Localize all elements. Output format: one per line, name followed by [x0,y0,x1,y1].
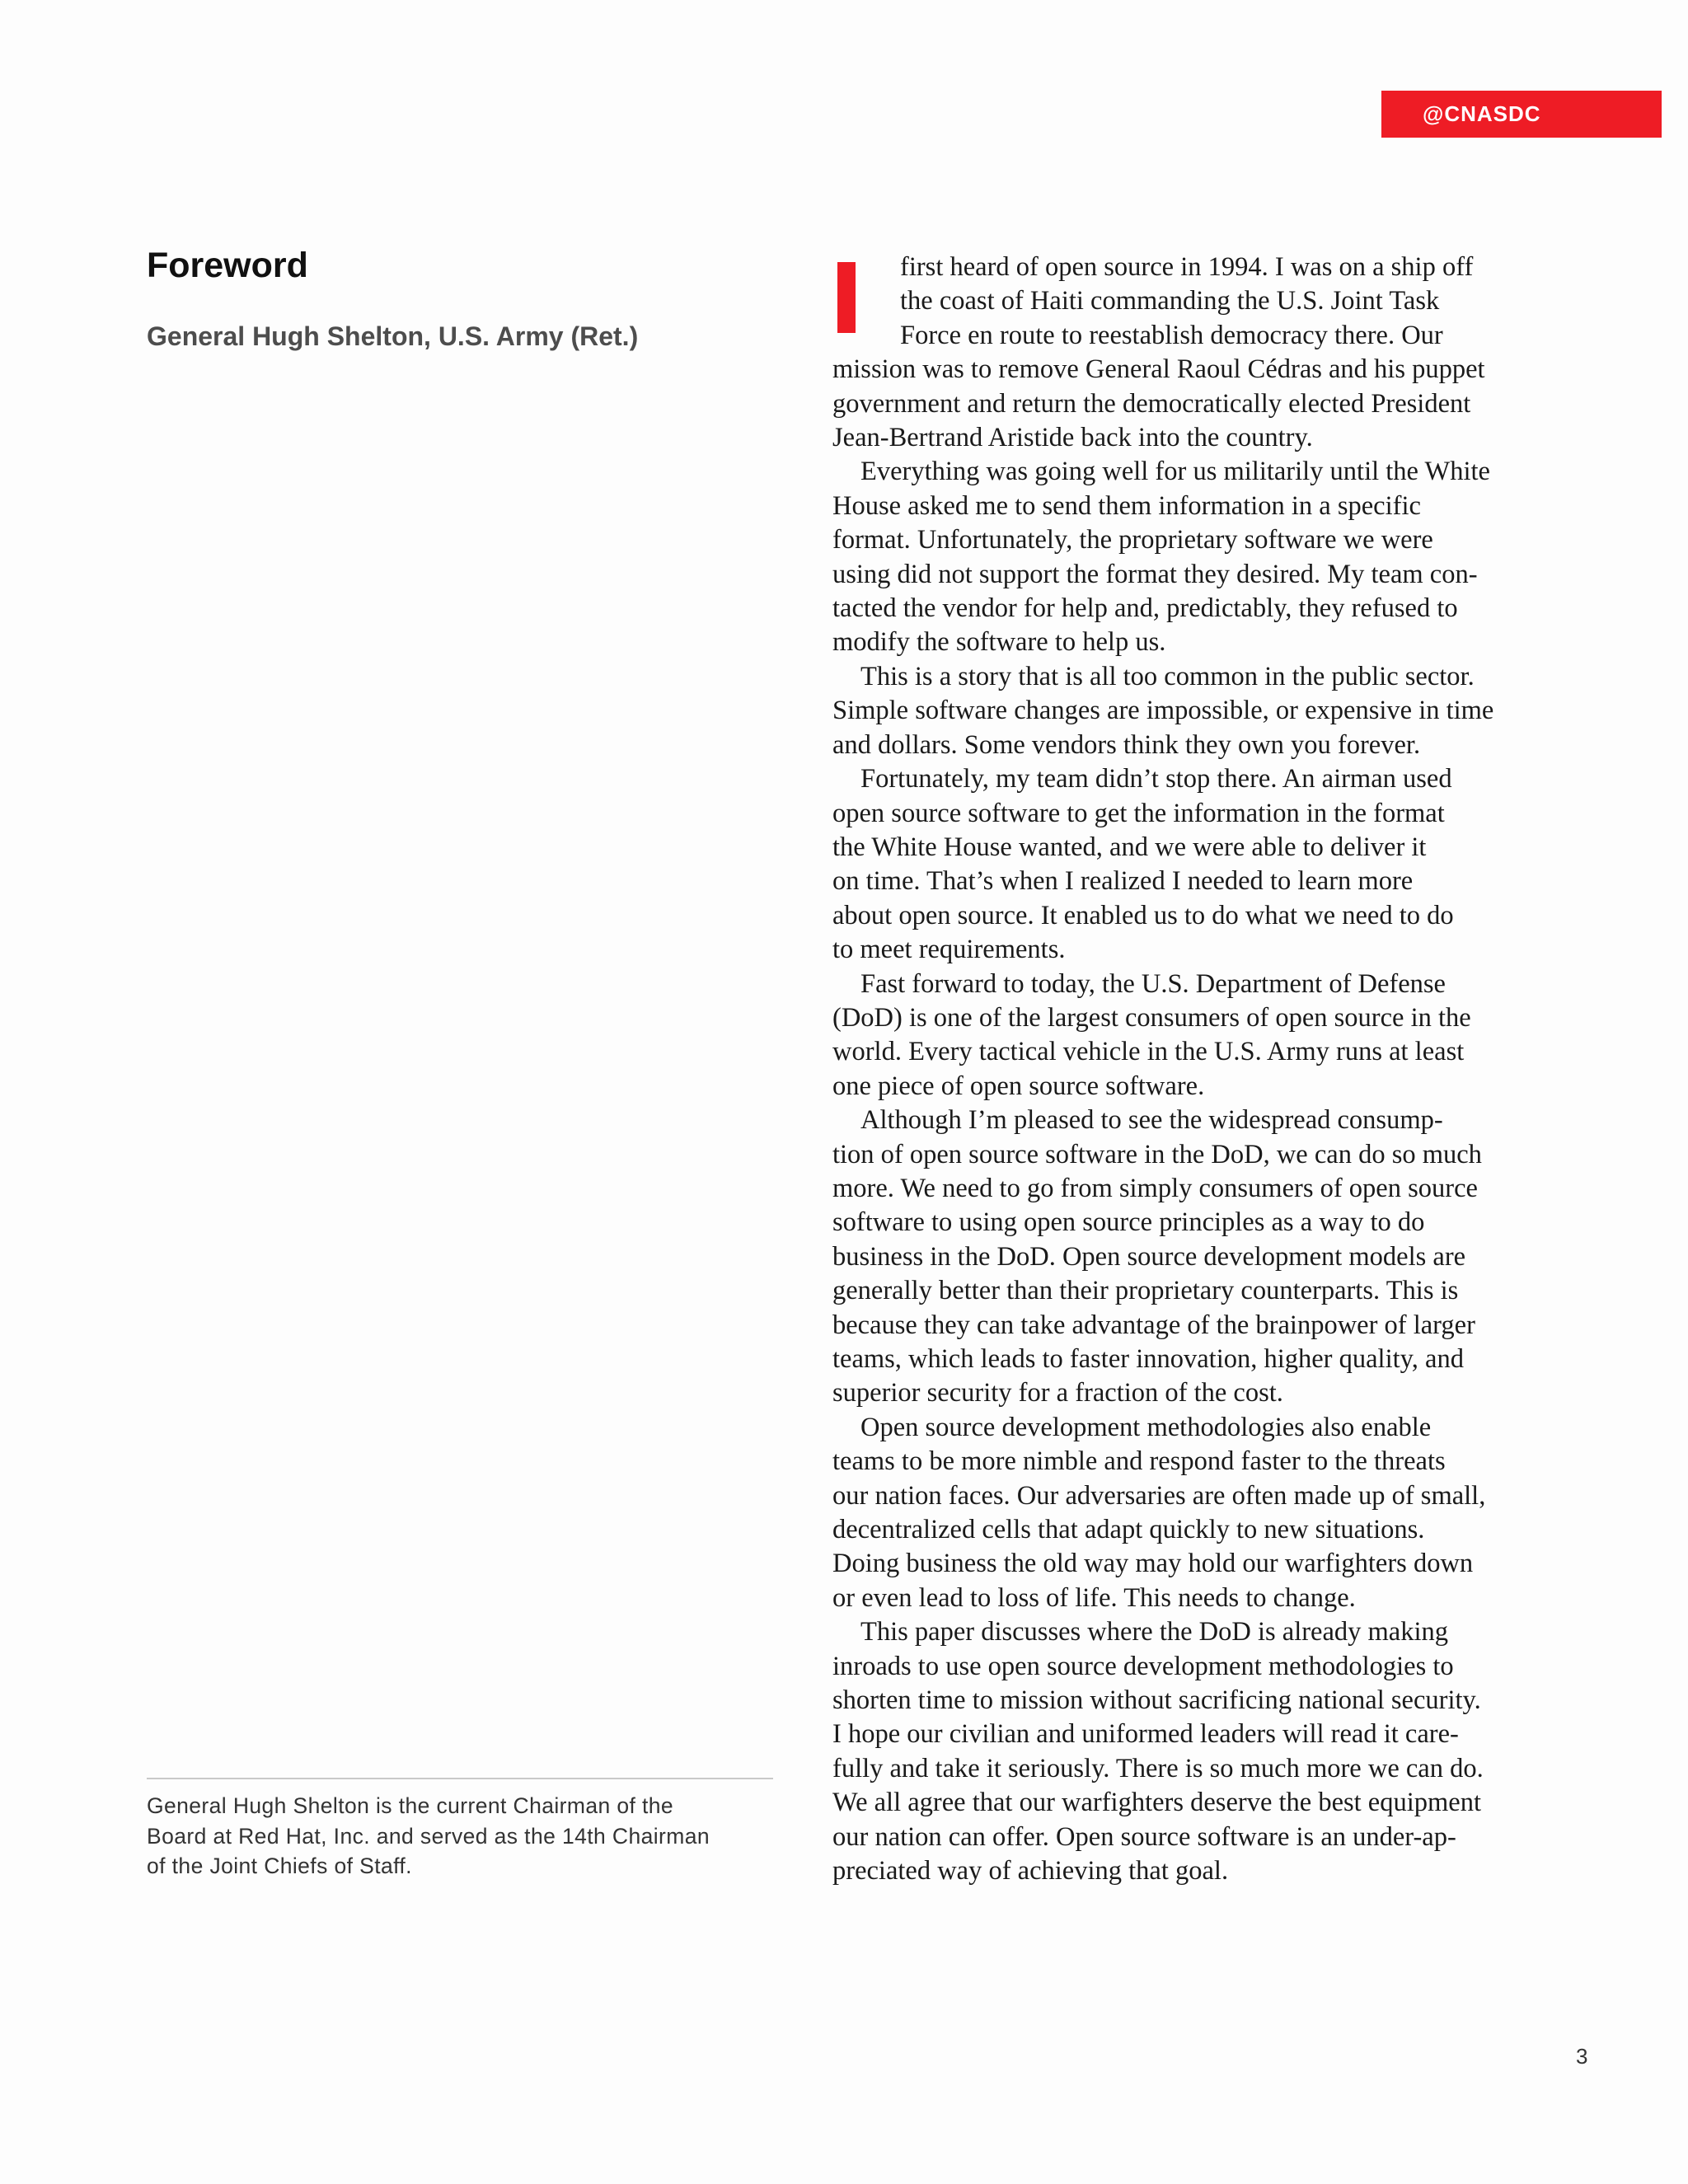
body-line: Simple software changes are impossible, or expensive in time [832,696,1494,726]
body-line: the coast of Haiti commanding the U.S. Joint Task [900,286,1440,316]
body-line: about open source. It enabled us to do what we need to do [832,900,1454,930]
body-line: Everything was going well for us militarily until the White [860,457,1490,487]
body-line: software to using open source principles as a way to do [832,1207,1425,1238]
body-line: one piece of open source software. [832,1071,1205,1101]
sidebar-divider [147,1778,773,1779]
author-line: General Hugh Shelton, U.S. Army (Ret.) [147,321,639,351]
page-number: 3 [1576,2044,1588,2069]
body-line: inroads to use open source development methodologies to [832,1651,1454,1681]
body-line: preciated way of achieving that goal. [832,1856,1229,1886]
body-line: Although I’m pleased to see the widespread consump- [860,1105,1443,1136]
bio-line: Board at Red Hat, Inc. and served as the 14th Chairman [147,1823,710,1849]
body-line: our nation can offer. Open source software is an under-ap- [832,1821,1456,1852]
body-line: tacted the vendor for help and, predictably, they refused to [832,593,1458,624]
body-line: Open source development methodologies also enable [860,1412,1432,1442]
body-line: on time. That’s when I realized I needed to learn more [832,866,1414,897]
article-body [832,251,1541,1889]
body-line: Fortunately, my team didn’t stop there. An airman used [860,764,1452,794]
body-line: (DoD) is one of the largest consumers of open source in the [832,1002,1471,1033]
body-line: generally better than their proprietary counterparts. This is [832,1276,1459,1306]
body-line: to meet requirements. [832,935,1066,965]
body-line: Jean-Bertrand Aristide back into the country. [832,423,1313,453]
body-line: This is a story that is all too common in the public sector. [860,661,1475,691]
body-line: business in the DoD. Open source development models are [832,1241,1466,1272]
body-line: This paper discusses where the DoD is already making [860,1617,1449,1647]
body-line: I hope our civilian and uniformed leaders will read it care- [832,1719,1459,1750]
body-line: House asked me to send them information in a specific [832,490,1421,521]
body-line: Fast forward to today, the U.S. Department of Defense [860,968,1446,999]
body-line: decentralized cells that adapt quickly to new situations. [832,1515,1425,1545]
body-line: because they can take advantage of the brainpower of larger [832,1310,1475,1340]
page-title: Foreword [147,246,308,285]
body-line: using did not support the format they desired. My team con- [832,559,1478,589]
body-line: or even lead to loss of life. This needs to change. [832,1582,1356,1613]
body-line: more. We need to go from simply consumers of open source [832,1173,1478,1203]
body-line: teams to be more nimble and respond faster to the threats [832,1446,1446,1477]
body-line: mission was to remove General Raoul Cédras and his puppet [832,354,1485,385]
body-line: fully and take it seriously. There is so much more we can do. [832,1753,1484,1783]
body-line: shorten time to mission without sacrificing national security. [832,1685,1481,1716]
body-line: open source software to get the information in the format [832,798,1445,828]
social-handle-tag: @CNASDC [1381,91,1662,138]
body-line: world. Every tactical vehicle in the U.S. Army runs at least [832,1037,1465,1067]
body-line: superior security for a fraction of the cost. [832,1378,1283,1408]
body-line: our nation faces. Our adversaries are often made up of small, [832,1480,1486,1511]
body-line: Doing business the old way may hold our warfighters down [832,1549,1474,1579]
body-line: tion of open source software in the DoD, we can do so much [832,1139,1482,1169]
body-line: format. Unfortunately, the proprietary software we were [832,525,1433,555]
body-line: and dollars. Some vendors think they own you forever. [832,729,1421,760]
body-line: modify the software to help us. [832,627,1166,658]
body-line: the White House wanted, and we were able to deliver it [832,832,1427,862]
author-bio [147,1791,773,1882]
bio-line: General Hugh Shelton is the current Chairman of the [147,1793,674,1818]
body-line: Force en route to reestablish democracy there. Our [900,320,1443,350]
body-line: We all agree that our warfighters deserve the best equipment [832,1788,1481,1818]
body-line: government and return the democratically elected President [832,388,1471,419]
bio-line: of the Joint Chiefs of Staff. [147,1854,412,1878]
body-line: teams, which leads to faster innovation, higher quality, and [832,1344,1464,1374]
body-line: first heard of open source in 1994. I was on a ship off [900,252,1474,282]
